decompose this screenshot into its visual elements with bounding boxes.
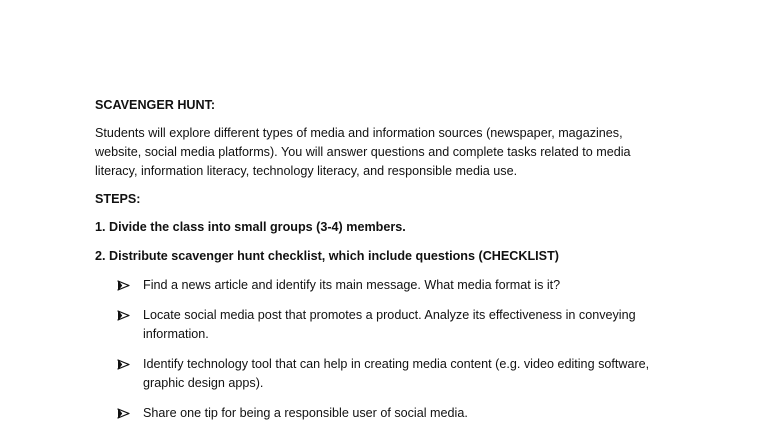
checklist-item-text: Identify technology tool that can help in creating media content (e.g. video editing software, graphic design apps). [143,357,650,390]
checklist-item [95,404,693,423]
checklist [95,276,695,423]
checklist-item-text: Share one tip for being a responsible user of social media. [143,406,468,420]
document-title: SCAVENGER HUNT: [95,98,216,112]
arrowhead-bullet-icon [117,276,133,295]
checklist-item-text: Find a news article and identify its main message. What media format is it? [143,278,561,292]
checklist-item [95,276,693,295]
checklist-item [95,306,693,344]
checklist-item-text: Locate social media post that promotes a product. Analyze its effectiveness in conveying information. [143,308,636,341]
checklist-item [95,355,693,393]
arrowhead-bullet-icon [117,306,133,325]
step-2: 2. Distribute scavenger hunt checklist, which include questions (CHECKLIST) [95,249,559,263]
arrowhead-bullet-icon [117,404,133,423]
steps-heading: STEPS: [95,192,141,206]
intro-paragraph: Students will explore different types of media and information sources (newspaper, magazines, website, social media platforms). You will answer questions and complete tasks related to media literacy, information literacy, technology literacy, and responsible media use. [95,126,631,178]
document-body [95,96,695,434]
arrowhead-bullet-icon [117,355,133,374]
step-1: 1. Divide the class into small groups (3-4) members. [95,220,406,234]
